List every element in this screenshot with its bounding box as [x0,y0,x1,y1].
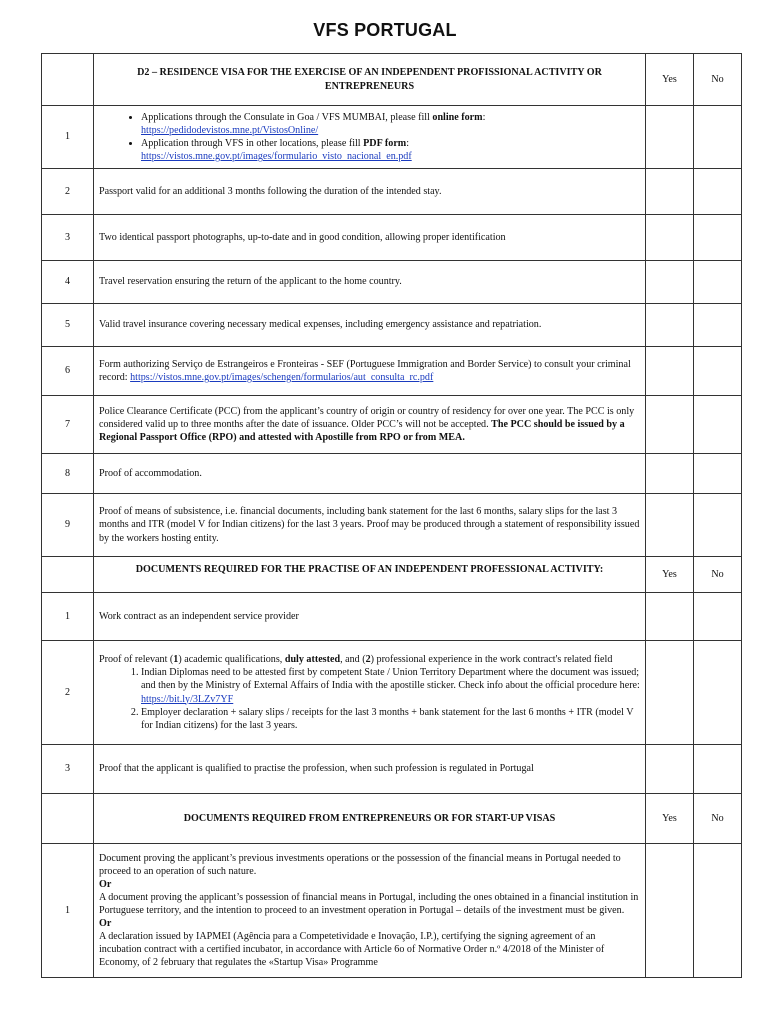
no-header: No [694,557,742,593]
table-row [42,261,742,304]
section2-header-row [42,557,742,593]
page-title: VFS PORTUGAL [313,20,457,40]
yes-cell[interactable] [646,593,694,641]
row-text: Proof of relevant (1) academic qualifications, duly attested, and (2) professional experience in the work contract's related field 1. Indian Diplomas need to be attested first by competent State / Union Territory Department where the document was issued; and then by the Ministry of External Affairs of India with the apostille sticker. Check info about the official procedure here: https://bit.ly/3LZv7YF 2. Employer declaration + salary slips / receipts for the last 3 months + bank statement for the last 6 months + ITR (model V for Indian citizens) for the last 3 years. [94,641,646,745]
row-number: 2 [42,169,94,215]
row-text: Document proving the applicant’s previous investments operations or the possession of the financial means in Portugal needed to proceed to an operation of such nature. Or A document proving the applicant’s possession of financial means in Portugal, including the ones obtained in a financial institution in Portuguese territory, and the intention to proceed to an investment operation in Portugal – details of the investment must be given. Or A declaration issued by IAPMEI (Agência para a Competetividade e Inovação, I.P.), certifying the signing agreement of an incubation contract with a certified incubator, in accordance with Article 6o of Normative Order n.º 4/2018 of the Minister of Economy, of 2 february that regulates the «Startup Visa» Programme [94,844,646,978]
row-number: 1 [42,593,94,641]
yes-cell[interactable] [646,261,694,304]
section1-header-row [42,54,742,106]
no-cell[interactable] [694,169,742,215]
table-row [42,106,742,169]
row-text: Travel reservation ensuring the return of the applicant to the home country. [94,261,646,304]
yes-cell[interactable] [646,169,694,215]
row-text: Proof of means of subsistence, i.e. financial documents, including bank statement for the last 6 months, salary slips for the last 3 months and ITR (model V for Indian citizens) for the last 3 years. Proof may be produced through a statement of responsibility issued by the workers hosting entity. [94,494,646,557]
table-row [42,745,742,794]
table-row [42,169,742,215]
section3-header-row [42,794,742,844]
no-cell[interactable] [694,745,742,794]
list-item: 1. Indian Diplomas need to be attested first by competent State / Union Territory Department where the document was issued; and then by the Ministry of External Affairs of India with the apostille sticker. Check info about the official procedure here: https://bit.ly/3LZv7YF [141,666,640,705]
table-row [42,844,742,978]
section3-header: DOCUMENTS REQUIRED FROM ENTREPRENEURS OR FOR START-UP VISAS [94,794,646,844]
row-number: 7 [42,396,94,454]
yes-cell[interactable] [646,106,694,169]
table-row [42,494,742,557]
yes-header: Yes [646,557,694,593]
no-cell[interactable] [694,347,742,396]
yes-cell[interactable] [646,641,694,745]
row-number: 3 [42,215,94,261]
no-cell[interactable] [694,215,742,261]
row-text: Police Clearance Certificate (PCC) from the applicant’s country of origin or country of residency for over one year. The PCC is only considered valid up to three months after the date of issuance. Older PCC’s will not be accepted. The PCC should be issued by a Regional Passport Office (RPO) and attested with Apostille from RPO or from MEA. [94,396,646,454]
requirements-table [41,53,742,978]
bullet-item: • Applications through the Consulate in Goa / VFS MUMBAI, please fill online form: https://pedidodevistos.mne.pt/VistosOnline/ [141,111,640,137]
row-number: 1 [42,106,94,169]
no-cell[interactable] [694,494,742,557]
table-row [42,304,742,347]
no-header: No [694,794,742,844]
yes-cell[interactable] [646,347,694,396]
no-cell[interactable] [694,106,742,169]
row-number: 5 [42,304,94,347]
no-header: No [694,54,742,106]
row-text: Proof that the applicant is qualified to practise the profession, when such profession is regulated in Portugal [94,745,646,794]
section2-header: DOCUMENTS REQUIRED FOR THE PRACTISE OF AN INDEPENDENT PROFESSIONAL ACTIVITY: [94,557,646,593]
table-row [42,396,742,454]
yes-cell[interactable] [646,745,694,794]
no-cell[interactable] [694,844,742,978]
yes-cell[interactable] [646,304,694,347]
yes-cell[interactable] [646,454,694,494]
row-text [94,106,646,169]
yes-cell[interactable] [646,494,694,557]
row-number: 4 [42,261,94,304]
row-text: Valid travel insurance covering necessary medical expenses, including emergency assistance and repatriation. [94,304,646,347]
row-text: Proof of accommodation. [94,454,646,494]
row-number: 2 [42,641,94,745]
section1-header: D2 – RESIDENCE VISA FOR THE EXERCISE OF AN INDEPENDENT PROFISSIONAL ACTIVITY OR ENTREPRENEURS [94,54,646,106]
row-number: 6 [42,347,94,396]
list-item: 2. Employer declaration + salary slips / receipts for the last 3 months + bank statement for the last 6 months + ITR (model V for Indian citizens) for the last 3 years. [141,706,640,732]
table-row [42,215,742,261]
no-cell[interactable] [694,593,742,641]
yes-cell[interactable] [646,396,694,454]
pdf-form-link[interactable]: https://vistos.mne.gov.pt/images/formulario_visto_nacional_en.pdf [141,151,412,163]
row-number: 3 [42,745,94,794]
yes-header: Yes [646,794,694,844]
row-number: 8 [42,454,94,494]
bullet-item: • Application through VFS in other locations, please fill PDF form: https://vistos.mne.gov.pt/images/formulario_visto_nacional_en.pdf [141,137,640,163]
no-cell[interactable] [694,454,742,494]
yes-header: Yes [646,54,694,106]
table-row [42,347,742,396]
table-row [42,593,742,641]
no-cell[interactable] [694,261,742,304]
no-cell[interactable] [694,641,742,745]
online-form-link[interactable]: https://pedidodevistos.mne.pt/VistosOnline/ [141,124,319,136]
row-text: Form authorizing Serviço de Estrangeiros e Fronteiras - SEF (Portuguese Immigration and Border Service) to consult your criminal record: https://vistos.mne.gov.pt/images/schengen/formularios/aut_consulta_rc.pdf [94,347,646,396]
row-text: Two identical passport photographs, up-to-date and in good condition, allowing proper identification [94,215,646,261]
consent-form-link[interactable]: https://vistos.mne.gov.pt/images/schengen/formularios/aut_consulta_rc.pdf [130,372,434,383]
table-row [42,454,742,494]
no-cell[interactable] [694,396,742,454]
row-number: 1 [42,844,94,978]
row-text: Work contract as an independent service provider [94,593,646,641]
no-cell[interactable] [694,304,742,347]
row-text: Passport valid for an additional 3 months following the duration of the intended stay. [94,169,646,215]
row-number: 9 [42,494,94,557]
apostille-info-link[interactable]: https://bit.ly/3LZv7YF [141,693,234,705]
yes-cell[interactable] [646,215,694,261]
table-row [42,641,742,745]
yes-cell[interactable] [646,844,694,978]
